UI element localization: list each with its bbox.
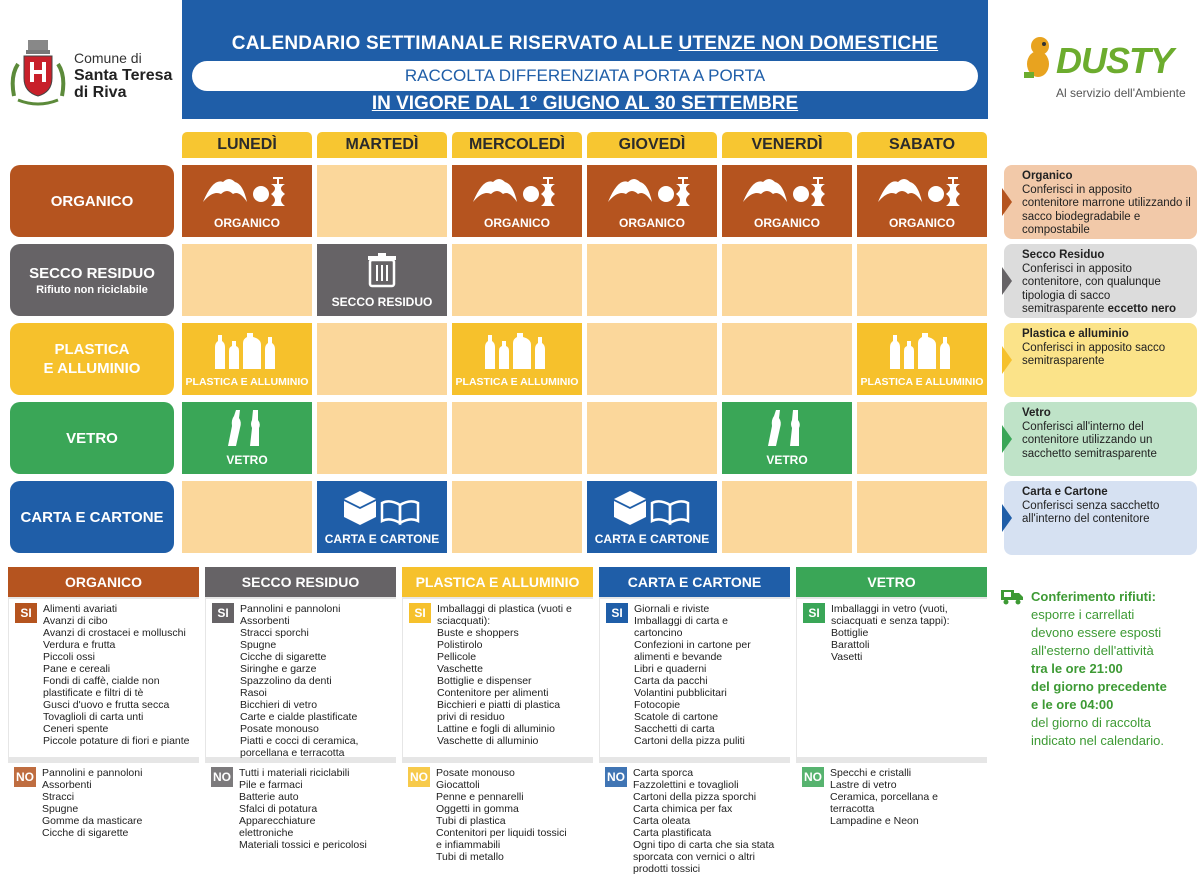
allowed-list — [402, 599, 593, 757]
list-item: plastificate e filtri di tè — [43, 687, 144, 699]
list-item: Rasoi — [240, 687, 267, 699]
not-allowed-list — [402, 763, 593, 877]
item-list — [42, 767, 195, 839]
list-item: Tovaglioli di carta unti — [43, 711, 144, 723]
conferimento-line: tra le ore 21:00 — [1031, 661, 1123, 676]
list-item: Spugne — [42, 803, 79, 815]
info-title: Secco Residuo — [1022, 249, 1105, 261]
row-label-text: VETRO — [66, 429, 118, 447]
list-item: Stracci sporchi — [240, 627, 309, 639]
empty-cell — [182, 481, 312, 553]
list-item: Avanzi di crostacei e molluschi — [43, 627, 186, 639]
conferimento-note — [1000, 588, 1196, 750]
category-column — [402, 567, 593, 877]
no-badge: NO — [14, 767, 36, 787]
list-item: Cicche di sigarette — [42, 827, 129, 839]
list-item: Sfalci di potatura — [239, 803, 318, 815]
si-badge: SI — [409, 603, 431, 623]
comune-line: Comune di — [74, 50, 142, 66]
list-item: Pannolini e pannoloni — [240, 603, 341, 615]
list-item: Apparecchiature — [239, 815, 316, 827]
row-label-text: ORGANICO — [50, 192, 134, 210]
info-title: Vetro — [1022, 407, 1051, 419]
list-item: Tubi di metallo — [436, 851, 504, 863]
category-header: ORGANICO — [8, 567, 199, 597]
list-item: Cartoni della pizza puliti — [634, 735, 745, 747]
conferimento-title: Conferimento rifiuti: — [1031, 589, 1156, 604]
pickup-cell — [857, 323, 987, 395]
list-item: Oggetti in gomma — [436, 803, 519, 815]
list-item: cartoncino — [634, 627, 683, 639]
organic-waste-icon — [874, 171, 970, 211]
info-box — [1004, 165, 1197, 239]
title-text: CALENDARIO SETTIMANALE RISERVATO ALLE — [231, 33, 679, 54]
list-item: Avanzi di cibo — [43, 615, 108, 627]
organic-waste-icon — [604, 171, 700, 211]
pickup-cell-label: SECCO RESIDUO — [331, 295, 433, 309]
category-header: PLASTICA E ALLUMINIO — [402, 567, 593, 597]
category-header: SECCO RESIDUO — [205, 567, 396, 597]
title-underlined: UTENZE NON DOMESTICHE — [678, 33, 939, 54]
empty-cell — [317, 402, 447, 474]
item-list — [437, 603, 589, 747]
category-header: VETRO — [796, 567, 987, 597]
info-box — [1004, 481, 1197, 555]
list-item: Stracci — [42, 791, 75, 803]
conferimento-line: del giorno precedente — [1031, 679, 1167, 694]
pickup-cell — [182, 402, 312, 474]
list-item: Buste e shoppers — [437, 627, 519, 639]
list-item: Alimenti avariati — [43, 603, 118, 615]
pickup-cell-label: PLASTICA E ALLUMINIO — [185, 376, 309, 388]
row-label-text: PLASTICA E ALLUMINIO — [43, 341, 141, 377]
bottles-icon — [884, 331, 960, 371]
empty-cell — [182, 244, 312, 316]
dusty-mascot-icon — [1020, 34, 1056, 80]
info-text-body: Conferisci in apposito contenitore, con qualunque tipologia di sacco semitrasparente — [1022, 262, 1161, 315]
item-list — [830, 767, 983, 827]
conferimento-line: esporre i carrellati — [1031, 607, 1135, 622]
bottles-icon — [209, 331, 285, 371]
empty-cell — [317, 165, 447, 237]
pickup-cell-label: ORGANICO — [214, 216, 280, 230]
arrow-marker-icon — [1002, 188, 1012, 216]
brand-tagline: Al servizio dell'Ambiente — [1056, 86, 1186, 100]
info-text-emphasis: eccetto nero — [1107, 303, 1177, 315]
day-header: LUNEDÌ — [182, 132, 312, 158]
arrow-marker-icon — [1002, 504, 1012, 532]
glass-bottles-icon — [222, 408, 272, 448]
list-item: Tubi di plastica — [436, 815, 506, 827]
list-item: Fazzolettini e tovaglioli — [633, 779, 739, 791]
list-item: Ceneri spente — [43, 723, 109, 735]
list-item: sporcata con vernici o altri — [633, 851, 755, 863]
info-text-body: Conferisci senza sacchetto all'interno del contenitore — [1022, 499, 1160, 525]
comune-name — [74, 50, 172, 101]
item-list — [436, 767, 589, 863]
list-item: Polistirolo — [437, 639, 483, 651]
list-item: alimenti e bevande — [634, 651, 723, 663]
not-allowed-list — [796, 763, 987, 877]
list-item: Lastre di vetro — [830, 779, 897, 791]
row-label-organico — [10, 165, 174, 237]
no-badge: NO — [605, 767, 627, 787]
item-list — [633, 767, 786, 875]
info-text-body: Conferisci in apposito contenitore marrone utilizzando il sacco biodegradabile e compostabile — [1022, 183, 1191, 236]
day-header: VENERDÌ — [722, 132, 852, 158]
list-item: Tutti i materiali riciclabili — [239, 767, 350, 779]
list-item: Sacchetti di carta — [634, 723, 715, 735]
list-item: Cartoni della pizza sporchi — [633, 791, 757, 803]
list-item: Scatole di cartone — [634, 711, 719, 723]
empty-cell — [722, 244, 852, 316]
empty-cell — [317, 323, 447, 395]
list-item: Imballaggi di plastica (vuoti e — [437, 603, 572, 615]
list-item: Piccoli ossi — [43, 651, 95, 663]
list-item: Lampadine e Neon — [830, 815, 919, 827]
item-list — [634, 603, 786, 747]
empty-cell — [452, 402, 582, 474]
list-item: porcellana e terracotta — [240, 747, 345, 759]
list-item: Gusci d'uovo e frutta secca — [43, 699, 170, 711]
item-list — [831, 603, 983, 663]
not-allowed-list — [599, 763, 790, 877]
info-text-body: Conferisci in apposito sacco semitrasparente — [1022, 341, 1166, 367]
truck-icon — [1000, 588, 1024, 606]
no-badge: NO — [802, 767, 824, 787]
pickup-cell — [182, 323, 312, 395]
list-item: Penne e pennarelli — [436, 791, 524, 803]
list-item: Imballaggi in vetro (vuoti, — [831, 603, 948, 615]
list-item: Contenitori per liquidi tossici — [436, 827, 567, 839]
comune-line: di Riva — [74, 84, 127, 101]
pickup-cell-label: ORGANICO — [754, 216, 820, 230]
title-banner — [182, 0, 988, 119]
day-header: MERCOLEDÌ — [452, 132, 582, 158]
category-column — [796, 567, 987, 877]
row-label-secco — [10, 244, 174, 316]
list-item: Bicchieri di vetro — [240, 699, 318, 711]
conferimento-line: all'esterno dell'attività — [1031, 643, 1154, 658]
empty-cell — [857, 244, 987, 316]
list-item: Pile e farmaci — [239, 779, 303, 791]
not-allowed-list — [8, 763, 199, 877]
list-item: Carta sporca — [633, 767, 694, 779]
info-title: Carta e Cartone — [1022, 486, 1108, 498]
list-item: Vasetti — [831, 651, 863, 663]
conferimento-line: del giorno di raccolta — [1031, 715, 1151, 730]
organic-waste-icon — [739, 171, 835, 211]
pickup-cell-label: ORGANICO — [889, 216, 955, 230]
pickup-cell — [182, 165, 312, 237]
list-item: Gomme da masticare — [42, 815, 143, 827]
day-header: MARTEDÌ — [317, 132, 447, 158]
pickup-cell — [587, 165, 717, 237]
info-box — [1004, 323, 1197, 397]
info-box — [1004, 244, 1197, 318]
list-item: Carta da pacchi — [634, 675, 708, 687]
arrow-marker-icon — [1002, 346, 1012, 374]
pickup-cell-label: VETRO — [766, 453, 808, 467]
si-badge: SI — [803, 603, 825, 623]
arrow-marker-icon — [1002, 267, 1012, 295]
list-item: Assorbenti — [240, 615, 290, 627]
item-list — [43, 603, 195, 747]
list-item: Spazzolino da denti — [240, 675, 332, 687]
list-item: Bicchieri e piatti di plastica — [437, 699, 561, 711]
organic-waste-icon — [199, 171, 295, 211]
pickup-cell-label: VETRO — [226, 453, 268, 467]
pickup-cell — [722, 402, 852, 474]
list-item: Verdura e frutta — [43, 639, 116, 651]
list-item: Siringhe e garze — [240, 663, 317, 675]
pickup-cell — [857, 165, 987, 237]
list-item: Bottiglie — [831, 627, 869, 639]
conferimento-line: indicato nel calendario. — [1031, 733, 1164, 748]
info-text — [1022, 421, 1191, 462]
subtitle: RACCOLTA DIFFERENZIATA PORTA A PORTA — [192, 61, 978, 91]
list-item: Giocattoli — [436, 779, 480, 791]
empty-cell — [587, 323, 717, 395]
day-header: SABATO — [857, 132, 987, 158]
comune-logo — [8, 36, 178, 116]
category-column — [205, 567, 396, 877]
list-item: Piccole potature di fiori e piante — [43, 735, 190, 747]
empty-cell — [722, 481, 852, 553]
category-column — [8, 567, 199, 877]
empty-cell — [452, 244, 582, 316]
conferimento-line: devono essere esposti — [1031, 625, 1162, 640]
pickup-cell-label: CARTA E CARTONE — [594, 532, 710, 546]
organic-waste-icon — [469, 171, 565, 211]
pickup-cell-label: PLASTICA E ALLUMINIO — [455, 376, 579, 388]
row-label-plastica — [10, 323, 174, 395]
info-title: Organico — [1022, 170, 1073, 182]
pickup-cell-label: CARTA E CARTONE — [324, 532, 440, 546]
box-book-icon — [608, 487, 696, 527]
list-item: privi di residuo — [437, 711, 505, 723]
arrow-marker-icon — [1002, 425, 1012, 453]
list-item: Assorbenti — [42, 779, 92, 791]
empty-cell — [857, 402, 987, 474]
list-item: Fondi di caffè, cialde non — [43, 675, 160, 687]
list-item: Contenitore per alimenti — [437, 687, 549, 699]
list-item: Piatti e cocci di ceramica, — [240, 735, 359, 747]
list-item: e infiammabili — [436, 839, 501, 851]
list-item: Pellicole — [437, 651, 477, 663]
list-item: Barattoli — [831, 639, 870, 651]
pickup-cell — [452, 323, 582, 395]
pickup-cell-label: ORGANICO — [484, 216, 550, 230]
empty-cell — [587, 402, 717, 474]
list-item: Spugne — [240, 639, 277, 651]
list-item: Materiali tossici e pericolosi — [239, 839, 367, 851]
row-label-sub: Rifiuto non riciclabile — [36, 283, 148, 296]
comune-line: Santa Teresa — [74, 67, 173, 84]
box-book-icon — [338, 487, 426, 527]
conferimento-line: e le ore 04:00 — [1031, 697, 1114, 712]
row-label-carta — [10, 481, 174, 553]
allowed-list — [599, 599, 790, 757]
info-box — [1004, 402, 1197, 476]
list-item: Giornali e riviste — [634, 603, 710, 615]
list-item: Carte e cialde plastificate — [240, 711, 358, 723]
list-item: Pane e cereali — [43, 663, 111, 675]
info-text-body: Conferisci all'interno del contenitore utilizzando un sacchetto semitrasparente — [1022, 420, 1157, 460]
list-item: prodotti tossici — [633, 863, 701, 875]
list-item: Bottiglie e dispenser — [437, 675, 532, 687]
list-item: Carta plastificata — [633, 827, 712, 839]
list-item: Ceramica, porcellana e — [830, 791, 938, 803]
list-item: Volantini pubblicitari — [634, 687, 727, 699]
dusty-logo — [1020, 30, 1198, 102]
empty-cell — [857, 481, 987, 553]
list-item: Batterie auto — [239, 791, 299, 803]
municipal-crest-icon — [8, 36, 68, 110]
category-column — [599, 567, 790, 877]
list-item: sciacquati e senza tappi): — [831, 615, 950, 627]
pickup-cell — [722, 165, 852, 237]
allowed-list — [8, 599, 199, 757]
validity-dates: IN VIGORE DAL 1° GIUGNO AL 30 SETTEMBRE — [371, 93, 799, 114]
list-item: elettroniche — [239, 827, 294, 839]
empty-cell — [452, 481, 582, 553]
no-badge: NO — [211, 767, 233, 787]
row-label-text: CARTA E CARTONE — [20, 508, 164, 526]
pickup-cell-label: PLASTICA E ALLUMINIO — [860, 376, 984, 388]
list-item: Cicche di sigarette — [240, 651, 327, 663]
list-item: Pannolini e pannoloni — [42, 767, 143, 779]
info-text — [1022, 342, 1191, 369]
bottles-icon — [479, 331, 555, 371]
list-item: Carta chimica per fax — [633, 803, 733, 815]
empty-cell — [722, 323, 852, 395]
si-badge: SI — [15, 603, 37, 623]
list-item: Vaschette — [437, 663, 483, 675]
page-title — [182, 33, 988, 55]
list-item: terracotta — [830, 803, 875, 815]
list-item: Lattine e fogli di alluminio — [437, 723, 555, 735]
si-badge: SI — [212, 603, 234, 623]
list-item: Posate monouso — [436, 767, 515, 779]
row-label-vetro — [10, 402, 174, 474]
day-header: GIOVEDÌ — [587, 132, 717, 158]
list-item: Specchi e cristalli — [830, 767, 912, 779]
row-label-text: SECCO RESIDUO — [29, 264, 155, 282]
glass-bottles-icon — [762, 408, 812, 448]
list-item: Libri e quaderni — [634, 663, 707, 675]
list-item: Carta oleata — [633, 815, 691, 827]
list-item: Confezioni in cartone per — [634, 639, 751, 651]
item-list — [240, 603, 392, 759]
info-title: Plastica e alluminio — [1022, 328, 1129, 340]
no-badge: NO — [408, 767, 430, 787]
trash-bin-icon — [366, 250, 398, 290]
list-item: Ogni tipo di carta che sia stata — [633, 839, 775, 851]
not-allowed-list — [205, 763, 396, 877]
list-item: Imballaggi di carta e — [634, 615, 728, 627]
allowed-list — [796, 599, 987, 757]
list-item: Posate monouso — [240, 723, 319, 735]
info-text — [1022, 184, 1191, 238]
list-item: Fotocopie — [634, 699, 681, 711]
pickup-cell — [317, 481, 447, 553]
category-header: CARTA E CARTONE — [599, 567, 790, 597]
list-item: Vaschette di alluminio — [437, 735, 539, 747]
si-badge: SI — [606, 603, 628, 623]
item-list — [239, 767, 392, 851]
pickup-cell-label: ORGANICO — [619, 216, 685, 230]
pickup-cell — [317, 244, 447, 316]
empty-cell — [587, 244, 717, 316]
pickup-cell — [587, 481, 717, 553]
info-text — [1022, 500, 1191, 527]
brand-name: DUSTY — [1056, 40, 1174, 81]
pickup-cell — [452, 165, 582, 237]
info-text — [1022, 263, 1191, 317]
list-item: sciacquati): — [437, 615, 491, 627]
allowed-list — [205, 599, 396, 757]
